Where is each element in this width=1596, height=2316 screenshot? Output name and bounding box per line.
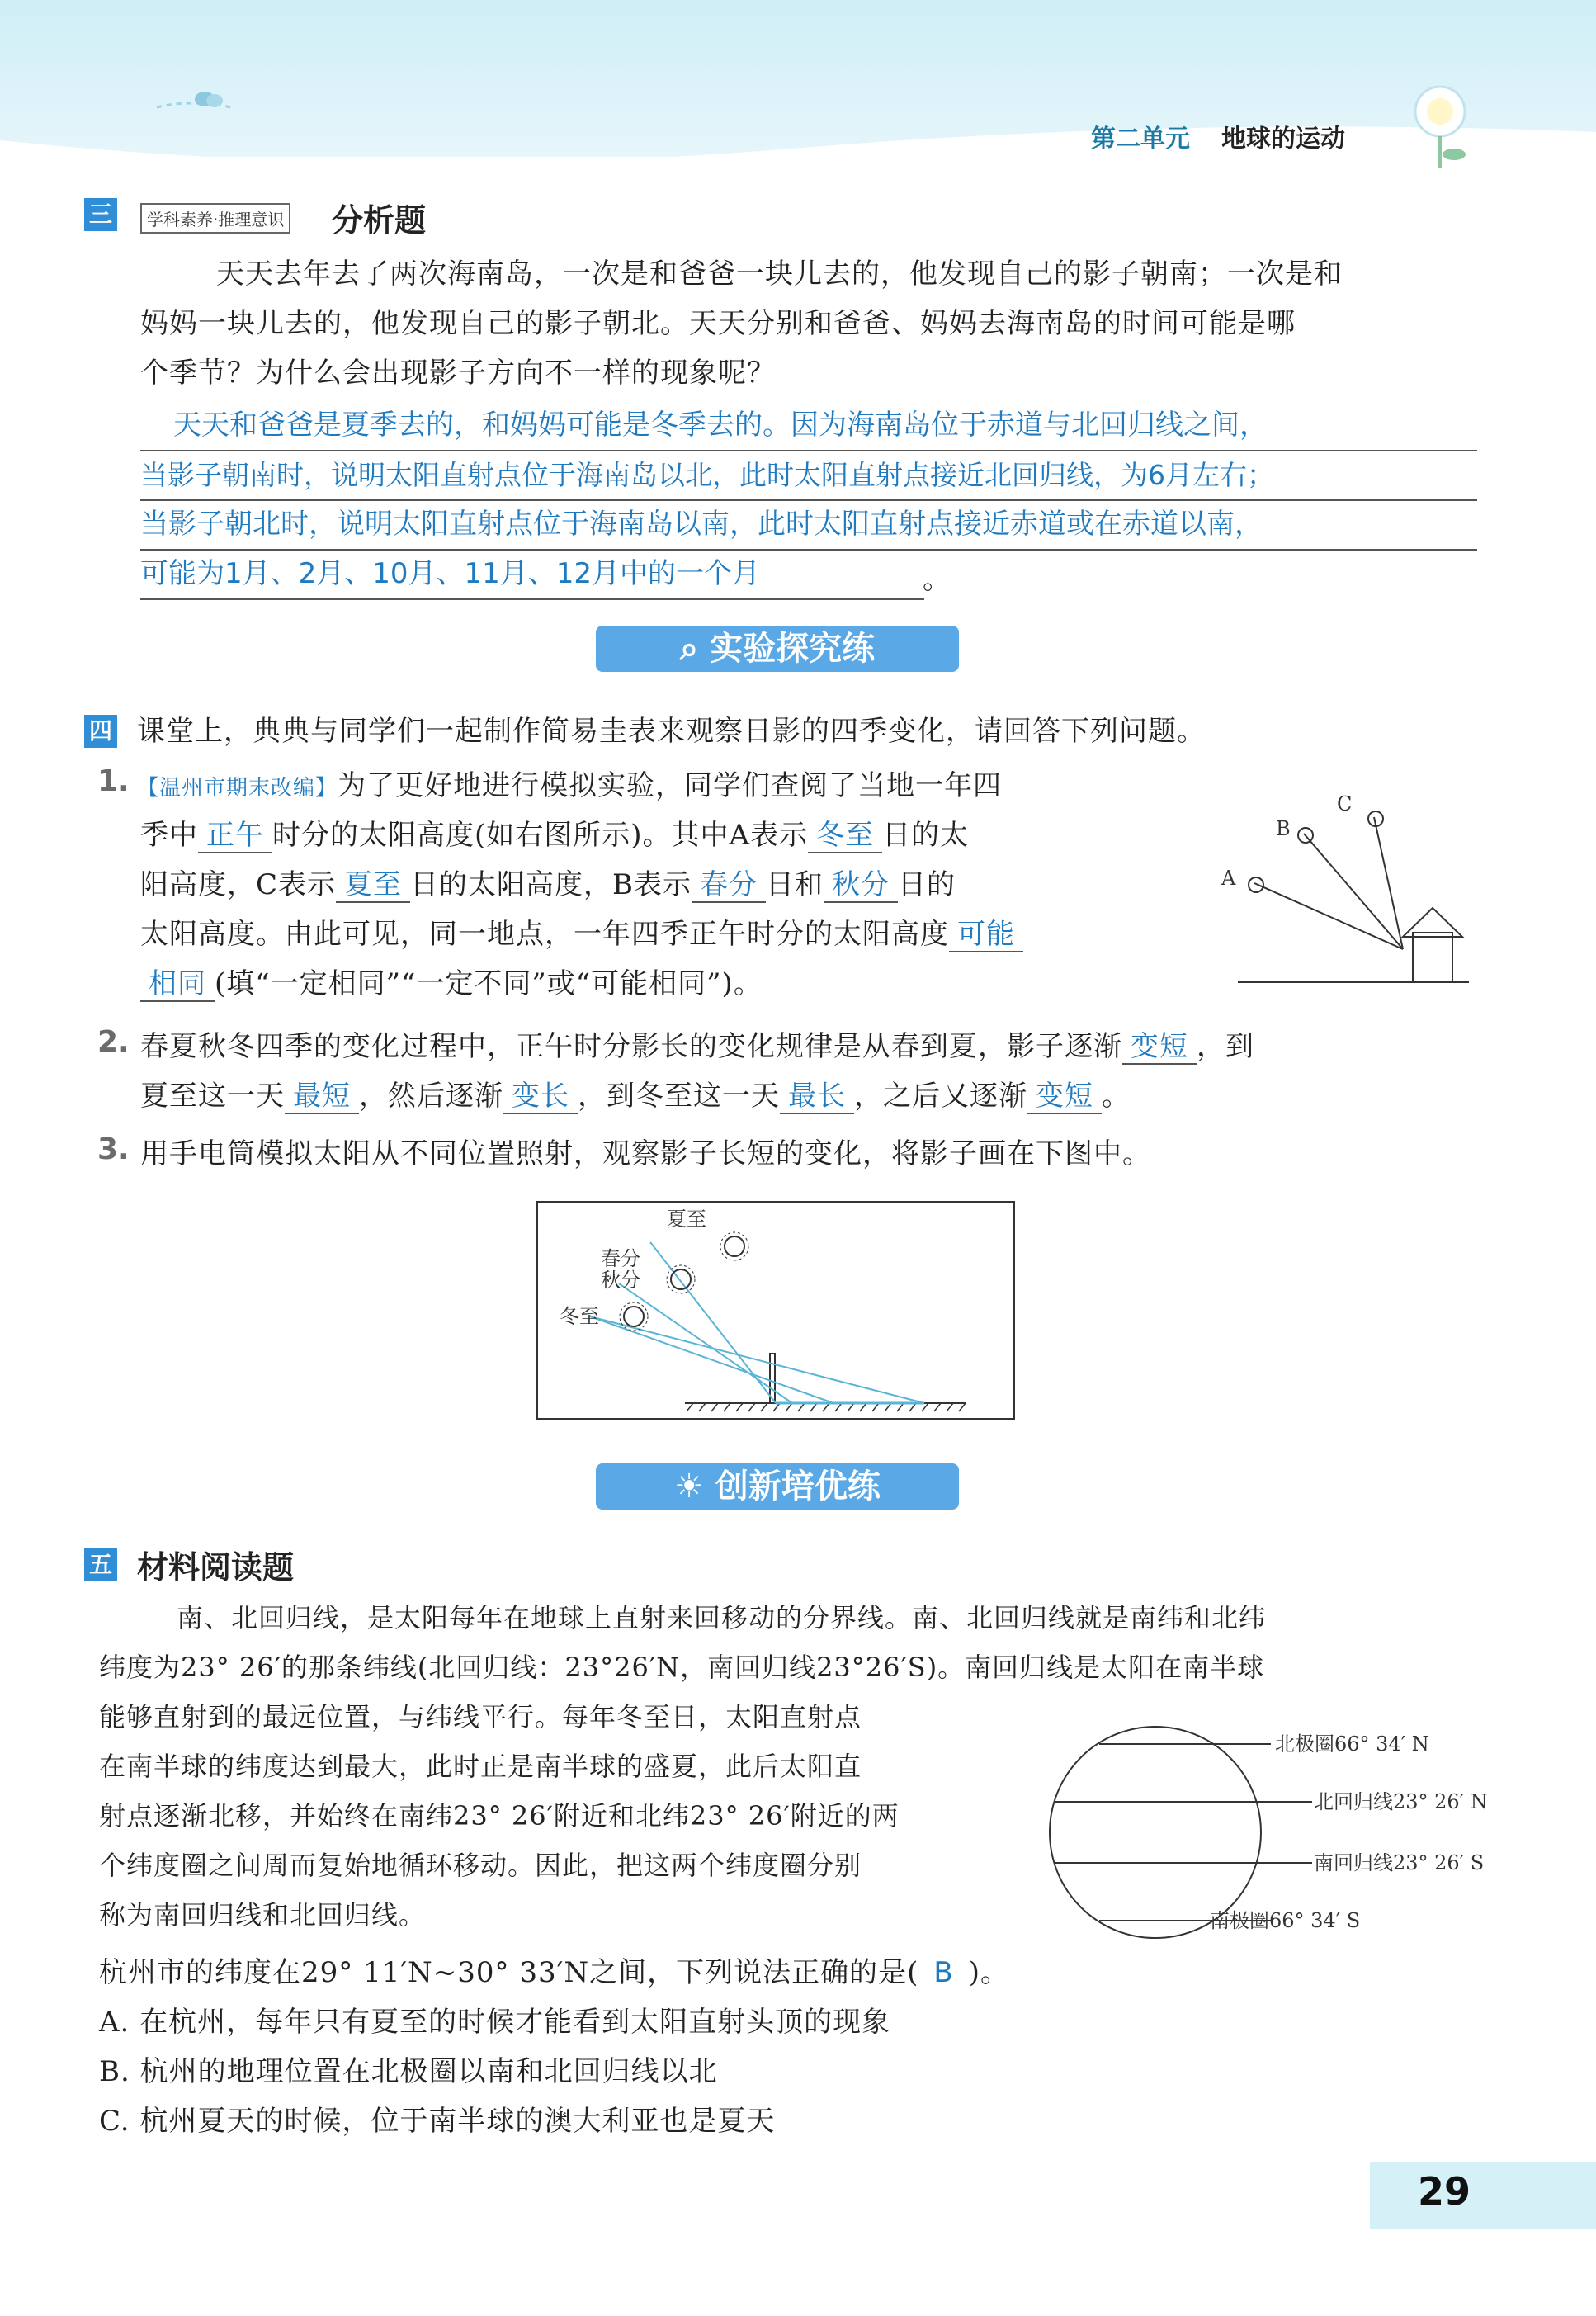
analysis-end-mark: 。 (923, 563, 951, 596)
search-icon: ⌕ (679, 630, 711, 668)
butterfly-icon (140, 74, 239, 124)
analysis-text-line-1: 天天去年去了两次海南岛，一次是和爸爸一块儿去的，他发现自己的影子朝南；一次是和 (216, 258, 1343, 291)
q2-text-5: ，到冬至这一天 (578, 1080, 780, 1113)
sun-a-icon (1249, 877, 1263, 892)
question-1-source: 【温州市期末改编】 (137, 776, 338, 801)
q2-answer-4: 最长 (780, 1080, 854, 1114)
analysis-answer-line-2: 当影子朝南时，说明太阳直射点位于海南岛以北，此时太阳直射点接近北回归线，为6月左右； (140, 451, 1477, 501)
analysis-text-line-3: 个季节？为什么会出现影子方向不一样的现象呢？ (140, 357, 776, 390)
label-summer: 夏至 (667, 1208, 706, 1231)
label-tropic-cancer: 北回归线23° 26′ N (1314, 1790, 1488, 1813)
q2-text-1: 春夏秋冬四季的变化过程中，正午时分影长的变化规律是从春到夏，影子逐渐 (140, 1030, 1122, 1063)
reading-question-text: 杭州市的纬度在29° 11′N~30° 33′N之间，下列说法正确的是( (99, 1956, 919, 1989)
sun-altitude-figure (1205, 792, 1477, 999)
reading-answer: B (933, 1956, 954, 1989)
q1-answer-same: 相同 (140, 967, 215, 1002)
question-1-line-2 (140, 811, 1213, 860)
lightbulb-icon: ☀ (674, 1468, 715, 1505)
section-title-analysis: 分析题 (332, 202, 427, 239)
question-1-line-3 (140, 860, 1213, 910)
q1-text-5: 阳高度，C表示 (140, 868, 337, 901)
reading-line-3: 能够直射到的最远位置，与纬线平行。每年冬至日，太阳直射点 (99, 1701, 862, 1732)
question-3-text: 用手电筒模拟太阳从不同位置照射，观察影子长短的变化，将影子画在下图中。 (140, 1137, 1151, 1170)
q2-answer-5: 变短 (1027, 1080, 1102, 1114)
q2-text-2: ，到 (1197, 1030, 1254, 1063)
banner-text: 实验探究练 (710, 630, 876, 668)
question-1-line-5 (140, 959, 1213, 1009)
section-tag: 学科素养·推理意识 (140, 203, 290, 234)
q1-answer-a: 冬至 (808, 819, 882, 853)
q1-answer-b2: 秋分 (824, 868, 898, 903)
option-c: C. 杭州夏天的时候，位于南半球的澳大利亚也是夏天 (99, 2105, 776, 2138)
q1-text-9: 太阳高度。由此可见，同一地点，一年四季正午时分的太阳高度 (140, 918, 949, 951)
reading-question-end: )。 (968, 1956, 1009, 1989)
q2-answer-1: 变短 (1122, 1030, 1197, 1065)
question-1-line-1 (137, 761, 1210, 813)
q1-text-1: 为了更好地进行模拟实验，同学们查阅了当地一年四 (338, 769, 1003, 802)
label-winter: 冬至 (560, 1305, 599, 1328)
question-1-number: 1. (97, 764, 130, 798)
analysis-text-line-2: 妈妈一块儿去的，他发现自己的影子朝北。天天分别和爸爸、妈妈去海南岛的时间可能是哪 (140, 307, 1296, 340)
q2-answer-3: 变长 (503, 1080, 578, 1114)
experiment-practice-banner (596, 626, 959, 672)
page-number-band (1370, 2162, 1596, 2229)
label-arctic-circle: 北极圈66° 34′ N (1275, 1732, 1429, 1756)
q1-text-4: 日的太 (882, 819, 970, 852)
q1-answer-possible: 可能 (949, 918, 1023, 952)
reading-line-2: 纬度为23° 26′的那条纬线(北回归线：23°26′N，南回归线23°26′S)。南回归线是太阳在南半球 (99, 1652, 1265, 1683)
header-wave (0, 124, 1596, 190)
q2-text-6: ，之后又逐渐 (854, 1080, 1027, 1113)
reading-question (99, 1948, 1009, 1997)
q1-answer-noon: 正午 (198, 819, 272, 853)
label-autumn: 秋分 (601, 1269, 640, 1292)
reading-line-4: 在南半球的纬度达到最大，此时正是南半球的盛夏，此后太阳直 (99, 1751, 862, 1782)
unit-label: 第二单元 (1091, 125, 1190, 154)
question-2-number: 2. (97, 1025, 130, 1059)
reading-line-7: 称为南回归线和北回归线。 (99, 1899, 427, 1931)
shadow-figure (536, 1201, 1015, 1420)
section-title-reading: 材料阅读题 (137, 1549, 295, 1586)
question-2-line-2 (140, 1071, 1494, 1121)
reading-line-1: 南、北回归线，是太阳每年在地球上直射来回移动的分界线。南、北回归线就是南纬和北纬 (177, 1602, 1267, 1633)
q1-answer-c: 夏至 (336, 868, 410, 903)
q1-text-6: 日的太阳高度，B表示 (410, 868, 692, 901)
q1-text-8: 日的 (898, 868, 956, 901)
option-b: B. 杭州的地理位置在北极圈以南和北回归线以北 (99, 2055, 718, 2088)
reading-line-6: 个纬度圈之间周而复始地循环移动。因此，把这两个纬度圈分别 (99, 1850, 862, 1881)
analysis-answer-line-4: 可能为1月、2月、10月、11月、12月中的一个月 (140, 550, 924, 600)
q1-text-3: 时分的太阳高度(如右图所示)。其中A表示 (272, 819, 809, 852)
flower-icon (1395, 78, 1485, 169)
section-number-4: 四 (84, 715, 117, 748)
section4-intro: 课堂上，典典与同学们一起制作简易圭表来观察日影的四季变化，请回答下列问题。 (137, 715, 1206, 748)
section-number-5: 五 (84, 1548, 117, 1581)
question-1-line-4 (140, 910, 1213, 959)
label-antarctic-circle: 南极圈66° 34′ S (1210, 1909, 1361, 1932)
q2-text-3: 夏至这一天 (140, 1080, 285, 1113)
analysis-answer-line-1: 天天和爸爸是夏季去的，和妈妈可能是冬季去的。因为海南岛位于赤道与北回归线之间， (140, 401, 1477, 451)
globe-figure (1048, 1721, 1510, 1944)
q1-text-2: 季中 (140, 819, 198, 852)
label-tropic-capricorn: 南回归线23° 26′ S (1314, 1851, 1485, 1874)
q1-text-10: (填“一定相同”“一定不同”或“可能相同”)。 (215, 967, 763, 1000)
analysis-answer-line-3: 当影子朝北时，说明太阳直射点位于海南岛以南，此时太阳直射点接近赤道或在赤道以南， (140, 500, 1477, 551)
reading-line-5: 射点逐渐北移，并始终在南纬23° 26′附近和北纬23° 26′附近的两 (99, 1800, 900, 1832)
fig-label-b: B (1276, 817, 1291, 840)
question-3-number: 3. (97, 1132, 130, 1166)
q2-answer-2: 最短 (285, 1080, 359, 1114)
page-number: 29 (1418, 2169, 1471, 2214)
banner2-text: 创新培优练 (715, 1468, 881, 1505)
label-spring: 春分 (601, 1247, 640, 1270)
q1-text-7: 日和 (766, 868, 824, 901)
q2-text-7: 。 (1102, 1080, 1131, 1113)
innovation-practice-banner (596, 1463, 959, 1510)
q1-answer-b1: 春分 (692, 868, 766, 903)
section-number-3: 三 (84, 198, 117, 231)
fig-label-a: A (1221, 867, 1236, 890)
option-a: A. 在杭州，每年只有夏至的时候才能看到太阳直射头顶的现象 (99, 2006, 891, 2039)
question-2-line-1 (140, 1022, 1494, 1071)
chapter-title: 地球的运动 (1221, 125, 1345, 154)
q2-text-4: ，然后逐渐 (359, 1080, 503, 1113)
fig-label-c: C (1337, 792, 1353, 815)
